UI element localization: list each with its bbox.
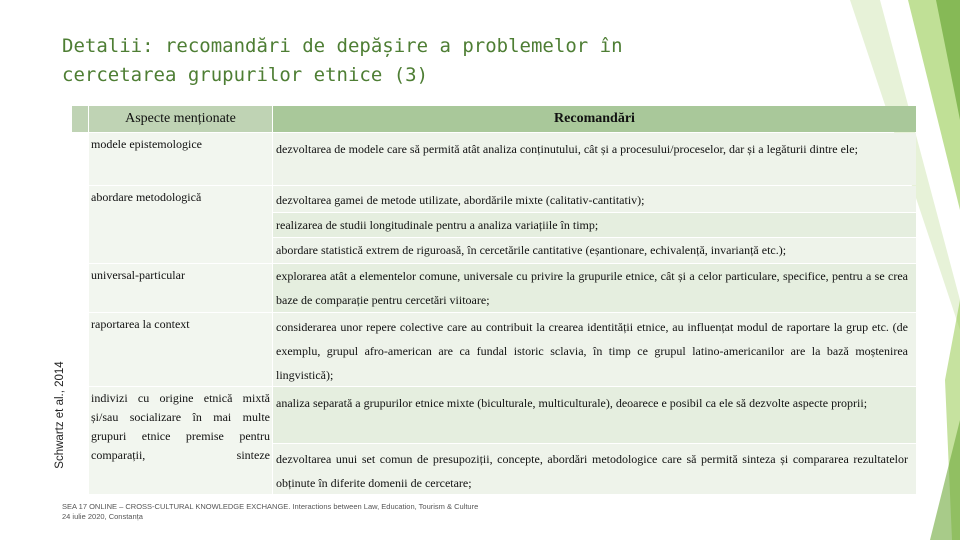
- aspect-cell-context: raportarea la context: [89, 313, 272, 386]
- header-aspects: Aspecte menționate: [89, 106, 272, 132]
- header-recommendations: Recomandări: [273, 106, 916, 132]
- recommendation-cell: analiza separată a grupurilor etnice mixte (biculturale, multiculturale), deoarece e posibil ca ele să dezvolte aspecte proprii;: [273, 387, 916, 443]
- aspect-cell-universal-particular: universal-particular: [89, 264, 272, 312]
- recommendation-cell: dezvoltarea unui set comun de presupoziții, concepte, abordări metodologice care să permită sinteza și compararea rezultatelor obținute în diferite domenii de cercetare;: [273, 444, 916, 494]
- recommendation-cell: realizarea de studii longitudinale pentru a analiza variațiile în timp;: [273, 213, 916, 237]
- aspect-cell-epistemology: modele epistemologice: [89, 133, 272, 185]
- recommendation-cell: dezvoltarea de modele care să permită atât analiza conținutului, cât și a procesului/proceselor, dar și a legăturii dintre ele;: [273, 133, 916, 185]
- recommendation-cell: explorarea atât a elementelor comune, universale cu privire la grupurile etnice, cât și a celor particulare, specifice, pentru a se crea baze de comparație pentru cercetări viitoare;: [273, 264, 916, 312]
- source-citation: [48, 330, 72, 500]
- slide-footer: [62, 502, 622, 522]
- header-spacer: [72, 106, 88, 132]
- footer-conference: SEA 17 ONLINE – CROSS-CULTURAL KNOWLEDGE EXCHANGE. Interactions between Law, Education, Tourism & Culture: [62, 502, 479, 511]
- recommendation-cell: dezvoltarea gamei de metode utilizate, abordările mixte (calitativ-cantitativ);: [273, 186, 916, 212]
- slide-title: Detalii: recomandări de depășire a problemelor în cercetarea grupurilor etnice (3): [62, 35, 623, 86]
- aspect-cell-mixed-origin: indivizi cu origine etnică mixtă și/sau socializare în mai multe grupuri etnice premise pentru comparații, sinteze: [89, 387, 272, 494]
- source-citation-text: Schwartz et al., 2014: [54, 361, 66, 469]
- recommendation-cell: considerarea unor repere colective care au contribuit la crearea identității etnice, au influențat modul de raportare la grup etc. (de exemplu, grupul afro-american are ca fundal istoric sclavia, în timp ce grupul latino-americanilor are la bază moștenirea lingvistică);: [273, 313, 916, 386]
- aspect-cell-methodology: abordare metodologică: [89, 186, 272, 263]
- recommendation-cell: abordare statistică extrem de riguroasă, în cercetările cantitative (eșantionare, echivalență, invarianță etc.);: [273, 238, 916, 263]
- footer-date: 24 iulie 2020, Constanța: [62, 512, 143, 521]
